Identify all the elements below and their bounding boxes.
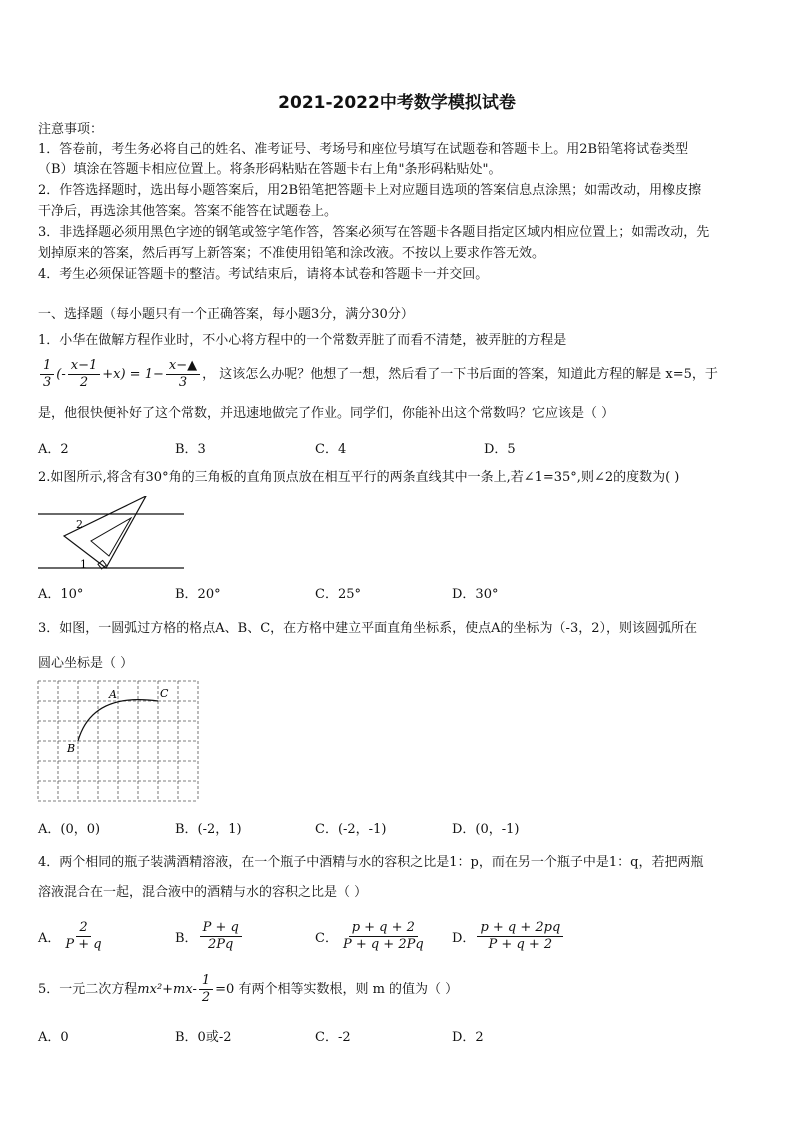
- angle-label-2: 2: [76, 518, 83, 531]
- angle-label-1: 1: [80, 558, 87, 571]
- q1-fraction: $\frac{1}{3}$: [40, 358, 54, 391]
- q1-option: A．2: [38, 442, 69, 457]
- q2-option: D．30°: [452, 587, 499, 602]
- q2-figure: [36, 496, 186, 576]
- q3-option: D．(0，-1): [452, 822, 520, 837]
- q2-option: C．25°: [315, 587, 361, 602]
- q2-option: A．10°: [38, 587, 84, 602]
- notice-line: 3．非选择题必须用黑色字迹的钢笔或签字笔作答，答案必须写在答题卡各题目指定区域内相应位置上；如需改动，先: [38, 225, 710, 240]
- q5-option: A．0: [38, 1030, 69, 1045]
- q2-option: B．20°: [175, 587, 221, 602]
- point-label-b: B: [67, 742, 76, 755]
- q1-stem-cont: 是，他很快便补好了这个常数，并迅速地做完了作业。同学们，你能补出这个常数吗？它应该是（ ）: [38, 406, 615, 421]
- q1-stem-cont: ， 这该怎么办呢？他想了一想，然后看了一下书后面的答案，知道此方程的解是 x=5，于: [202, 366, 718, 382]
- exam-title: 2021-2022中考数学模拟试卷: [278, 93, 516, 113]
- q3-stem: 3．如图，一圆弧过方格的格点A、B、C，在方格中建立平面直角坐标系，使点A的坐标为（-3，2），则该圆弧所在: [38, 621, 697, 636]
- q1-stem: 1．小华在做解方程作业时，不小心将方程中的一个常数弄脏了而看不清楚，被弄脏的方程是: [38, 333, 567, 348]
- notice-line: 干净后，再选涂其他答案。答案不能答在试题卷上。: [38, 204, 338, 219]
- q1-fraction: $\frac{x-1}{2}$: [68, 358, 101, 391]
- q3-option: C．(-2，-1): [315, 822, 387, 837]
- section-heading: 一、选择题（每小题只有一个正确答案，每小题3分，满分30分）: [38, 307, 414, 322]
- q4-option: B． $\frac{P + q}{2Pq}$: [175, 920, 244, 953]
- notice-line: （B）填涂在答题卡相应位置上。将条形码粘贴在答题卡右上角"条形码粘贴处"。: [38, 162, 502, 177]
- q1-option: D．5: [484, 442, 516, 457]
- q3-option: B．(-2，1): [175, 822, 242, 837]
- notice-heading: 注意事项：: [38, 122, 104, 137]
- notice-line: 4．考生必须保证答题卡的整洁。考试结束后，请将本试卷和答题卡一并交回。: [38, 267, 489, 282]
- q1-option: B．3: [175, 442, 206, 457]
- q1-fraction: $\frac{x-▲}{3}$: [166, 358, 200, 391]
- notice-line: 1．答卷前，考生务必将自己的姓名、准考证号、考场号和座位号填写在试题卷和答题卡上。用2B铅笔将试卷类型: [38, 142, 689, 157]
- q4-stem: 4．两个相同的瓶子装满酒精溶液，在一个瓶子中酒精与水的容积之比是1：p，而在另一个瓶子中是1：q，若把两瓶: [38, 855, 704, 870]
- q5-stem: 5．一元二次方程 mx²+mx- $\frac{1}{2}$ =0 有两个相等实数根，则 m 的值为（ ）: [38, 973, 459, 1005]
- q1-eq-text: +x) = 1−: [102, 366, 164, 382]
- q4-option: A． $\frac{2}{P + q}$: [38, 920, 102, 952]
- notice-line: 2．作答选择题时，选出每小题答案后，用2B铅笔把答题卡上对应题目选项的答案信息点涂黑；如需改动，用橡皮擦: [38, 183, 702, 198]
- q3-stem-cont: 圆心坐标是（ ）: [38, 656, 134, 671]
- q4-stem-cont: 溶液混合在一起，混合液中的酒精与水的容积之比是（ ）: [38, 885, 368, 900]
- circle-arc: [78, 700, 158, 741]
- q1-equation-line: [38, 358, 718, 391]
- q5-option: C．-2: [315, 1030, 351, 1045]
- q1-option: C．4: [315, 442, 347, 457]
- q4-option: D． $\frac{p + q + 2pq}{P + q + 2}$: [452, 920, 565, 953]
- q4-option: C． $\frac{p + q + 2}{P + q + 2Pq}$: [315, 920, 424, 952]
- point-label-c: C: [160, 687, 169, 700]
- q1-eq-text: (-: [56, 366, 66, 382]
- q5-option: B．0或-2: [175, 1030, 232, 1045]
- triangle-ruler: [64, 496, 146, 568]
- q2-stem: 2.如图所示,将含有30°角的三角板的直角顶点放在相互平行的两条直线其中一条上,若∠1=35°,则∠2的度数为( ): [38, 470, 680, 485]
- q3-option: A．(0，0): [38, 822, 101, 837]
- q5-option: D．2: [452, 1030, 484, 1045]
- point-label-a: A: [109, 688, 117, 701]
- notice-line: 划掉原来的答案，然后再写上新答案；不准使用铅笔和涂改液。不按以上要求作答无效。: [38, 246, 546, 261]
- q3-grid-figure: [37, 680, 199, 802]
- triangle-ruler-inner: [91, 518, 131, 556]
